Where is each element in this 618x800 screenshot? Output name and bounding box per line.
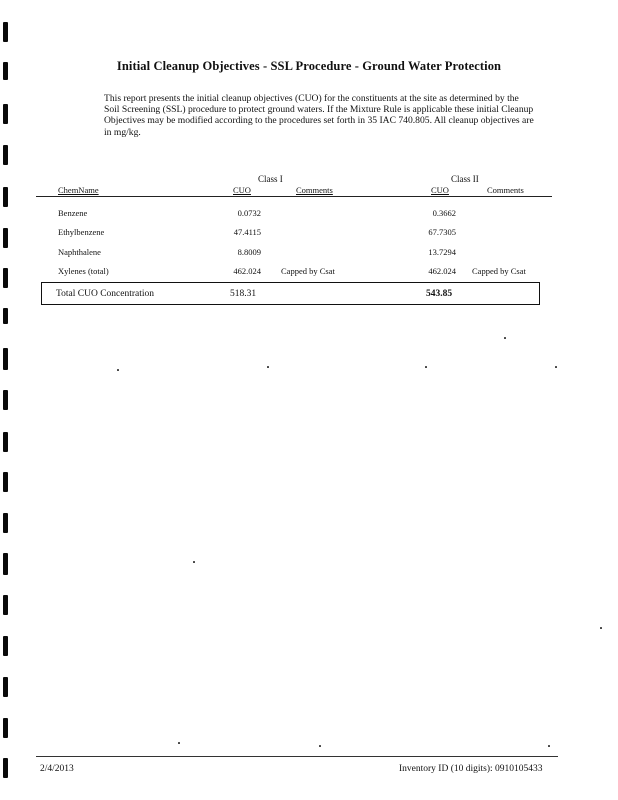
class1-comments-header: Comments <box>296 185 333 195</box>
scan-speck <box>504 337 506 339</box>
class2-comment-cell: Capped by Csat <box>472 266 526 276</box>
margin-mark <box>3 228 8 248</box>
class2-cuo-cell: 13.7294 <box>428 247 456 257</box>
margin-mark <box>3 595 8 615</box>
margin-mark <box>3 22 8 42</box>
chem-name-header: ChemName <box>58 185 99 195</box>
footer-divider <box>36 756 558 757</box>
margin-mark <box>3 553 8 575</box>
scan-speck <box>319 745 321 747</box>
margin-mark <box>3 390 8 410</box>
scan-speck <box>193 561 195 563</box>
class2-comments-header: Comments <box>487 185 524 195</box>
class2-cuo-cell: 67.7305 <box>428 227 456 237</box>
margin-mark <box>3 268 8 288</box>
scan-speck <box>178 742 180 744</box>
chem-name-cell: Xylenes (total) <box>58 266 109 276</box>
chem-name-cell: Benzene <box>58 208 88 218</box>
class1-heading: Class I <box>258 174 283 184</box>
margin-mark <box>3 432 8 452</box>
margin-mark <box>3 308 8 324</box>
margin-mark <box>3 677 8 697</box>
margin-mark <box>3 513 8 533</box>
class2-cuo-header: CUO <box>431 185 449 195</box>
margin-mark <box>3 104 8 124</box>
scan-speck <box>425 366 427 368</box>
class1-cuo-cell: 8.8009 <box>237 247 261 257</box>
class1-cuo-cell: 47.4115 <box>233 227 261 237</box>
margin-mark <box>3 758 8 778</box>
margin-mark <box>3 145 8 165</box>
class2-cuo-cell: 0.3662 <box>432 208 456 218</box>
margin-mark <box>3 636 8 656</box>
total-label: Total CUO Concentration <box>56 289 155 299</box>
page-title: Initial Cleanup Objectives - SSL Procedure - Ground Water Protection <box>116 59 502 73</box>
margin-mark <box>3 187 8 207</box>
total-class2-value: 543.85 <box>426 289 453 299</box>
footer-date: 2/4/2013 <box>40 764 74 774</box>
class2-cuo-cell: 462.024 <box>428 266 456 276</box>
footer-inventory-id: Inventory ID (10 digits): 0910105433 <box>399 764 543 774</box>
class1-cuo-cell: 462.024 <box>233 266 261 276</box>
total-class1-value: 518.31 <box>230 289 257 299</box>
class1-cuo-cell: 0.0732 <box>237 208 261 218</box>
scan-speck <box>548 745 550 747</box>
class1-comment-cell: Capped by Csat <box>281 266 335 276</box>
margin-mark <box>3 718 8 738</box>
scan-speck <box>117 369 119 371</box>
class2-heading: Class II <box>451 174 479 184</box>
scan-speck <box>555 366 557 368</box>
scan-speck <box>267 366 269 368</box>
margin-mark <box>3 472 8 492</box>
chem-name-cell: Naphthalene <box>58 247 101 257</box>
intro-paragraph: This report presents the initial cleanup objectives (CUO) for the constituents at the site as determined by the Soil Screening (SSL) procedure to protect ground waters. If the Mixture Rule is applicable these initial Cleanup Objectives may be modified according to the procedures set forth in 35 IAC 740.805. All cleanup objectives are in mg/kg. <box>104 93 534 137</box>
margin-mark <box>3 348 8 370</box>
chem-name-cell: Ethylbenzene <box>58 227 105 237</box>
header-divider <box>36 196 552 197</box>
class1-cuo-header: CUO <box>233 185 251 195</box>
scan-speck <box>600 627 602 629</box>
